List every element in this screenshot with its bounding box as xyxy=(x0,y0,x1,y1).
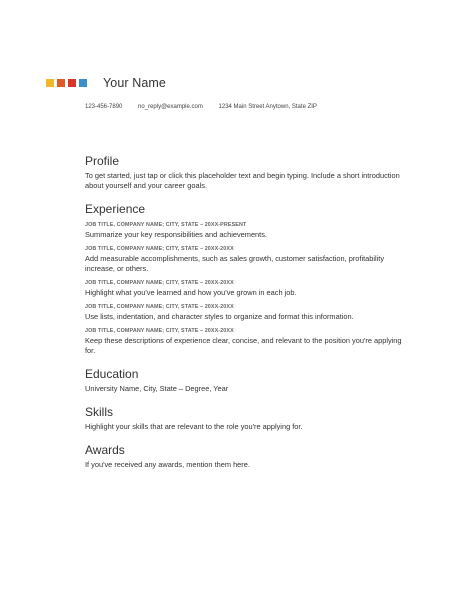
job-heading[interactable]: JOB TITLE, COMPANY NAME; CITY, STATE – 20XX-20XX xyxy=(85,280,234,286)
profile-text[interactable]: To get started, just tap or click this placeholder text and begin typing. Include a short introduction about yourself and your career goals. xyxy=(85,171,400,190)
job-entry xyxy=(85,328,405,356)
job-heading[interactable]: JOB TITLE, COMPANY NAME; CITY, STATE – 20XX-PRESENT xyxy=(85,222,247,228)
education-heading[interactable]: Education xyxy=(85,367,139,381)
job-heading[interactable]: JOB TITLE, COMPANY NAME; CITY, STATE – 20XX-20XX xyxy=(85,246,234,252)
job-entry xyxy=(85,280,405,298)
color-blocks xyxy=(46,79,87,87)
color-block-yellow xyxy=(46,79,54,87)
skills-text[interactable]: Highlight your skills that are relevant to the role you're applying for. xyxy=(85,422,303,431)
job-entry xyxy=(85,222,405,240)
job-description[interactable]: Keep these descriptions of experience clear, concise, and relevant to the position you're applying for. xyxy=(85,336,402,355)
experience-section xyxy=(85,202,405,356)
education-text[interactable]: University Name, City, State – Degree, Year xyxy=(85,384,229,393)
job-description[interactable]: Add measurable accomplishments, such as sales growth, customer satisfaction, profitability increase, or others. xyxy=(85,254,385,273)
profile-section xyxy=(85,154,405,191)
awards-text[interactable]: If you've received any awards, mention them here. xyxy=(85,460,250,469)
color-block-red xyxy=(68,79,76,87)
profile-heading[interactable]: Profile xyxy=(85,154,120,168)
color-block-orange xyxy=(57,79,65,87)
contact-phone[interactable]: 123-456-7890 xyxy=(85,104,123,110)
job-entry xyxy=(85,304,405,322)
job-description[interactable]: Use lists, indentation, and character styles to organize and format this information. xyxy=(85,312,354,321)
contact-info xyxy=(85,104,331,110)
contact-email[interactable]: no_reply@example.com xyxy=(138,104,203,110)
job-description[interactable]: Summarize your key responsibilities and achievements. xyxy=(85,230,267,239)
job-entry xyxy=(85,246,405,274)
job-heading[interactable]: JOB TITLE, COMPANY NAME; CITY, STATE – 20XX-20XX xyxy=(85,304,234,310)
full-name[interactable]: Your Name xyxy=(103,76,166,90)
experience-heading[interactable]: Experience xyxy=(85,202,146,216)
job-heading[interactable]: JOB TITLE, COMPANY NAME; CITY, STATE – 20XX-20XX xyxy=(85,328,234,334)
resume-content xyxy=(85,154,405,481)
job-description[interactable]: Highlight what you've learned and how you've grown in each job. xyxy=(85,288,297,297)
skills-heading[interactable]: Skills xyxy=(85,405,114,419)
contact-address[interactable]: 1234 Main Street Anytown, State ZIP xyxy=(218,104,317,110)
awards-heading[interactable]: Awards xyxy=(85,443,125,457)
skills-section xyxy=(85,405,405,432)
color-block-blue xyxy=(79,79,87,87)
awards-section xyxy=(85,443,405,470)
resume-header xyxy=(46,76,166,90)
education-section xyxy=(85,367,405,394)
